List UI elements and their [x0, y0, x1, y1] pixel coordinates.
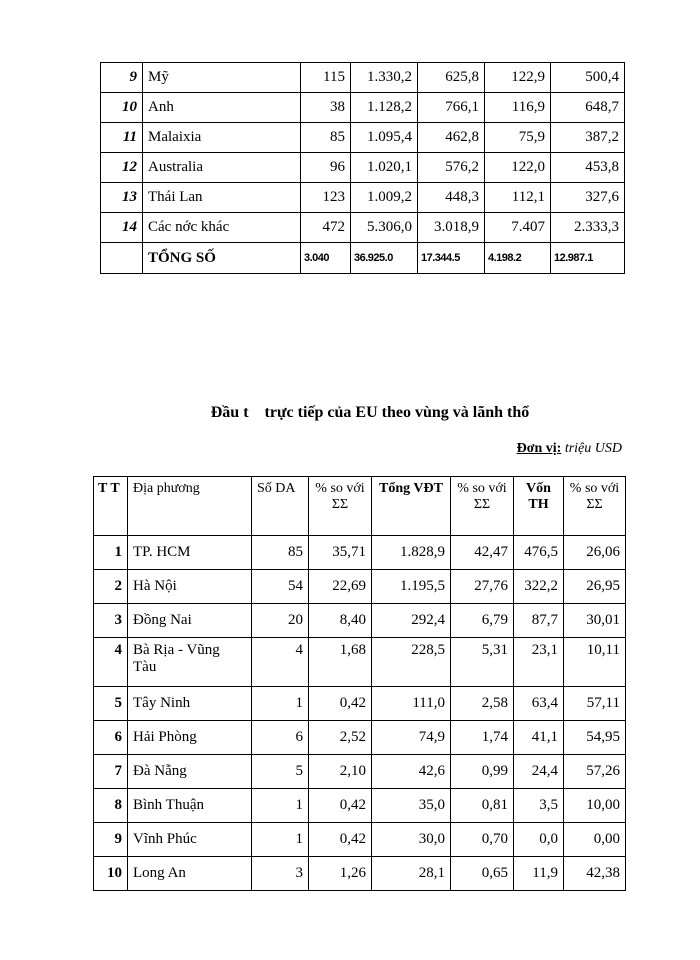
pct-capital: 2,58	[451, 687, 514, 721]
implemented-capital: 0,0	[514, 823, 564, 857]
project-count: 5	[252, 755, 309, 789]
implemented-capital: 476,5	[514, 536, 564, 570]
header-tt: T T	[94, 477, 128, 536]
project-count: 4	[252, 638, 309, 687]
table-row	[94, 755, 626, 789]
project-count: 54	[252, 570, 309, 604]
implemented-capital: 322,2	[514, 570, 564, 604]
legal-capital: 3.018,9	[418, 213, 485, 243]
table-row	[94, 536, 626, 570]
total-index-blank	[101, 243, 143, 274]
pct-capital: 0,99	[451, 755, 514, 789]
header-pct-implemented: % so với ΣΣ	[564, 477, 626, 536]
table-row	[94, 789, 626, 823]
total-v1: 3.040	[301, 243, 351, 274]
header-so-da: Số DA	[252, 477, 309, 536]
row-index: 12	[101, 153, 143, 183]
pct-implemented: 0,00	[564, 823, 626, 857]
project-count: 1	[252, 687, 309, 721]
total-v3: 17.344.5	[418, 243, 485, 274]
table-row	[94, 604, 626, 638]
pct-capital: 5,31	[451, 638, 514, 687]
row-index: 9	[101, 63, 143, 93]
country-name: Australia	[143, 153, 301, 183]
registered-capital: 1.330,2	[351, 63, 418, 93]
registered-capital: 1.020,1	[351, 153, 418, 183]
table-row	[94, 638, 626, 687]
pct-implemented: 10,11	[564, 638, 626, 687]
total-capital: 74,9	[372, 721, 451, 755]
pct-capital: 42,47	[451, 536, 514, 570]
pct-capital: 0,65	[451, 857, 514, 891]
row-index: 5	[94, 687, 128, 721]
table-row	[101, 183, 625, 213]
place-name: Vĩnh Phúc	[128, 823, 252, 857]
pct-projects: 2,10	[309, 755, 372, 789]
project-count: 20	[252, 604, 309, 638]
table-row	[101, 213, 625, 243]
country-name: Malaixia	[143, 123, 301, 153]
table-row	[94, 721, 626, 755]
row-index: 11	[101, 123, 143, 153]
implemented-capital: 500,4	[551, 63, 625, 93]
place-name: Bình Thuận	[128, 789, 252, 823]
legal-capital: 448,3	[418, 183, 485, 213]
project-count: 85	[252, 536, 309, 570]
total-v4: 4.198.2	[485, 243, 551, 274]
total-capital: 30,0	[372, 823, 451, 857]
table-row	[101, 93, 625, 123]
row-index: 4	[94, 638, 128, 687]
implemented-capital: 23,1	[514, 638, 564, 687]
row-index: 14	[101, 213, 143, 243]
row-index: 3	[94, 604, 128, 638]
region-investment-table	[93, 476, 626, 891]
registered-capital: 5.306,0	[351, 213, 418, 243]
pct-implemented: 26,95	[564, 570, 626, 604]
country-name: Các nớc khác	[143, 213, 301, 243]
total-v2: 36.925.0	[351, 243, 418, 274]
pct-projects: 8,40	[309, 604, 372, 638]
table-row	[101, 153, 625, 183]
header-pct-capital: % so với ΣΣ	[451, 477, 514, 536]
pct-projects: 0,42	[309, 823, 372, 857]
pct-capital: 0,81	[451, 789, 514, 823]
project-count: 472	[301, 213, 351, 243]
registered-capital: 1.095,4	[351, 123, 418, 153]
foreign-capital: 122,0	[485, 153, 551, 183]
pct-projects: 1,68	[309, 638, 372, 687]
header-place: Địa phương	[128, 477, 252, 536]
table-row	[94, 857, 626, 891]
implemented-capital: 648,7	[551, 93, 625, 123]
total-capital: 292,4	[372, 604, 451, 638]
implemented-capital: 3,5	[514, 789, 564, 823]
project-count: 96	[301, 153, 351, 183]
row-index: 10	[94, 857, 128, 891]
implemented-capital: 24,4	[514, 755, 564, 789]
country-investment-table	[100, 62, 625, 274]
implemented-capital: 41,1	[514, 721, 564, 755]
table-row	[101, 63, 625, 93]
country-name: Anh	[143, 93, 301, 123]
country-name: Mỹ	[143, 63, 301, 93]
project-count: 1	[252, 789, 309, 823]
total-capital: 1.195,5	[372, 570, 451, 604]
total-capital: 1.828,9	[372, 536, 451, 570]
legal-capital: 576,2	[418, 153, 485, 183]
place-name: Bà Rịa - Vũng Tàu	[128, 638, 252, 687]
project-count: 123	[301, 183, 351, 213]
pct-projects: 2,52	[309, 721, 372, 755]
row-index: 2	[94, 570, 128, 604]
pct-capital: 6,79	[451, 604, 514, 638]
section-title: Đầu t trực tiếp của EU theo vùng và lãnh thổ	[210, 404, 530, 421]
table-row	[94, 823, 626, 857]
registered-capital: 1.128,2	[351, 93, 418, 123]
legal-capital: 766,1	[418, 93, 485, 123]
pct-projects: 22,69	[309, 570, 372, 604]
pct-projects: 0,42	[309, 687, 372, 721]
project-count: 85	[301, 123, 351, 153]
total-label: TỔNG SỐ	[143, 243, 301, 274]
pct-capital: 0,70	[451, 823, 514, 857]
pct-projects: 35,71	[309, 536, 372, 570]
table-header-row	[94, 477, 626, 536]
foreign-capital: 122,9	[485, 63, 551, 93]
legal-capital: 625,8	[418, 63, 485, 93]
project-count: 1	[252, 823, 309, 857]
registered-capital: 1.009,2	[351, 183, 418, 213]
legal-capital: 462,8	[418, 123, 485, 153]
pct-implemented: 42,38	[564, 857, 626, 891]
pct-capital: 1,74	[451, 721, 514, 755]
pct-projects: 0,42	[309, 789, 372, 823]
header-total-capital: Tổng VĐT	[372, 477, 451, 536]
unit-label: Đơn vị:	[516, 441, 562, 456]
pct-implemented: 30,01	[564, 604, 626, 638]
project-count: 3	[252, 857, 309, 891]
pct-implemented: 57,11	[564, 687, 626, 721]
pct-capital: 27,76	[451, 570, 514, 604]
total-v5: 12.987.1	[551, 243, 625, 274]
place-name: TP. HCM	[128, 536, 252, 570]
table-row	[94, 570, 626, 604]
pct-implemented: 10,00	[564, 789, 626, 823]
project-count: 6	[252, 721, 309, 755]
place-name: Hà Nội	[128, 570, 252, 604]
country-name: Thái Lan	[143, 183, 301, 213]
implemented-capital: 2.333,3	[551, 213, 625, 243]
project-count: 38	[301, 93, 351, 123]
row-index: 13	[101, 183, 143, 213]
implemented-capital: 87,7	[514, 604, 564, 638]
pct-implemented: 57,26	[564, 755, 626, 789]
total-row	[101, 243, 625, 274]
unit-value: triệu USD	[561, 441, 622, 456]
row-index: 10	[101, 93, 143, 123]
table-row	[94, 687, 626, 721]
foreign-capital: 75,9	[485, 123, 551, 153]
total-capital: 228,5	[372, 638, 451, 687]
pct-implemented: 54,95	[564, 721, 626, 755]
place-name: Đà Nẵng	[128, 755, 252, 789]
implemented-capital: 327,6	[551, 183, 625, 213]
project-count: 115	[301, 63, 351, 93]
foreign-capital: 7.407	[485, 213, 551, 243]
foreign-capital: 112,1	[485, 183, 551, 213]
row-index: 8	[94, 789, 128, 823]
header-implemented-capital: Vốn TH	[514, 477, 564, 536]
place-name: Đồng Nai	[128, 604, 252, 638]
place-name: Tây Ninh	[128, 687, 252, 721]
total-capital: 42,6	[372, 755, 451, 789]
pct-implemented: 26,06	[564, 536, 626, 570]
row-index: 7	[94, 755, 128, 789]
implemented-capital: 387,2	[551, 123, 625, 153]
total-capital: 35,0	[372, 789, 451, 823]
row-index: 6	[94, 721, 128, 755]
header-pct-projects: % so với ΣΣ	[309, 477, 372, 536]
implemented-capital: 63,4	[514, 687, 564, 721]
total-capital: 111,0	[372, 687, 451, 721]
foreign-capital: 116,9	[485, 93, 551, 123]
implemented-capital: 453,8	[551, 153, 625, 183]
total-capital: 28,1	[372, 857, 451, 891]
implemented-capital: 11,9	[514, 857, 564, 891]
row-index: 9	[94, 823, 128, 857]
table-row	[101, 123, 625, 153]
pct-projects: 1,26	[309, 857, 372, 891]
row-index: 1	[94, 536, 128, 570]
place-name: Hải Phòng	[128, 721, 252, 755]
place-name: Long An	[128, 857, 252, 891]
unit-note	[517, 441, 622, 457]
